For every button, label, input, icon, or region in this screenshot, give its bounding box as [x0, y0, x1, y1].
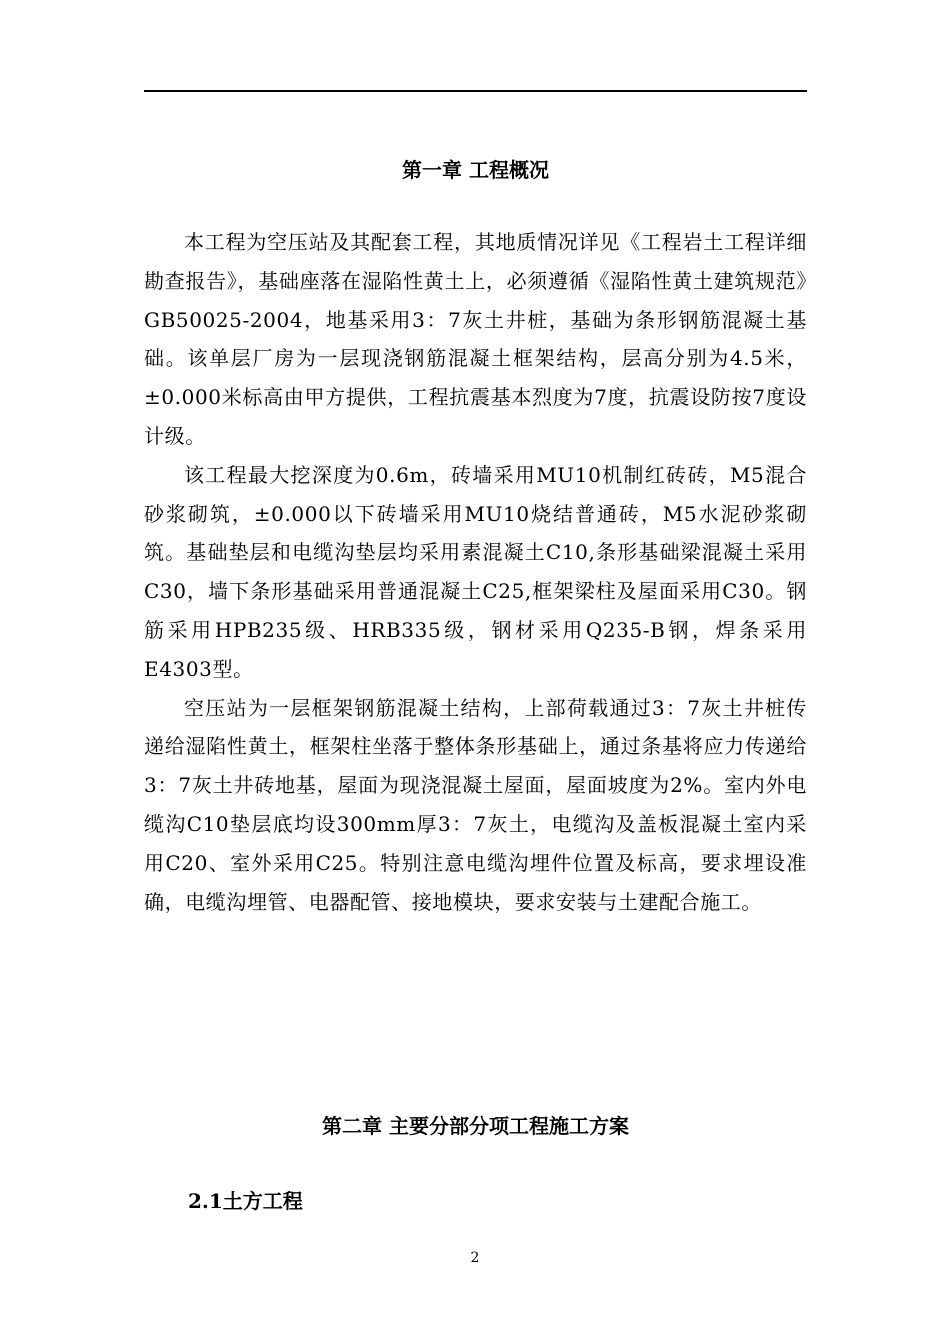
paragraph-3: 空压站为一层框架钢筋混凝土结构，上部荷载通过3：7灰土井桩传递给湿陷性黄土，框架柱坐落于整体条形基础上，通过条基将应力传递给3：7灰土井砖地基，屋面为现浇混凝土屋面，屋面坡度为2%。室内外电缆沟C10垫层底均设300mm厚3：7灰土，电缆沟及盖板混凝土室内采用C20、室外采用C25。特别注意电缆沟埋件位置及标高，要求埋设准确，电缆沟埋管、电器配管、接地模块，要求安装与土建配合施工。 [144, 695, 807, 914]
chapter-1-title: 第一章 工程概况 [402, 158, 549, 182]
paragraph-1: 本工程为空压站及其配套工程，其地质情况详见《工程岩土工程详细勘查报告》，基础座落在湿陷性黄土上，必须遵循《湿陷性黄土建筑规范》GB50025-2004，地基采用3：7灰土井桩，基础为条形钢筋混凝土基础。该单层厂房为一层现浇钢筋混凝土框架结构，层高分别为4.5米，±0.000米标高由甲方提供，工程抗震基本烈度为7度，抗震设防按7度设计级。 [144, 230, 807, 448]
paragraph-2: 该工程最大挖深度为0.6m，砖墙采用MU10机制红砖砖，M5混合砂浆砌筑，±0.000以下砖墙采用MU10烧结普通砖，M5水泥砂浆砌筑。基础垫层和电缆沟垫层均采用素混凝土C10,条形基础梁混凝土采用C30，墙下条形基础采用普通混凝土C25,框架梁柱及屋面采用C30。钢筋采用HPB235级、HRB335级，钢材采用Q235-B钢，焊条采用E4303型。 [144, 462, 807, 681]
chapter-2-title: 第二章 主要分部分项工程施工方案 [322, 1114, 629, 1138]
header-rule [144, 90, 807, 92]
page-number: 2 [470, 1250, 480, 1266]
chapter-1-body [144, 223, 807, 921]
section-2-1-title: 2.1土方工程 [188, 1189, 303, 1213]
